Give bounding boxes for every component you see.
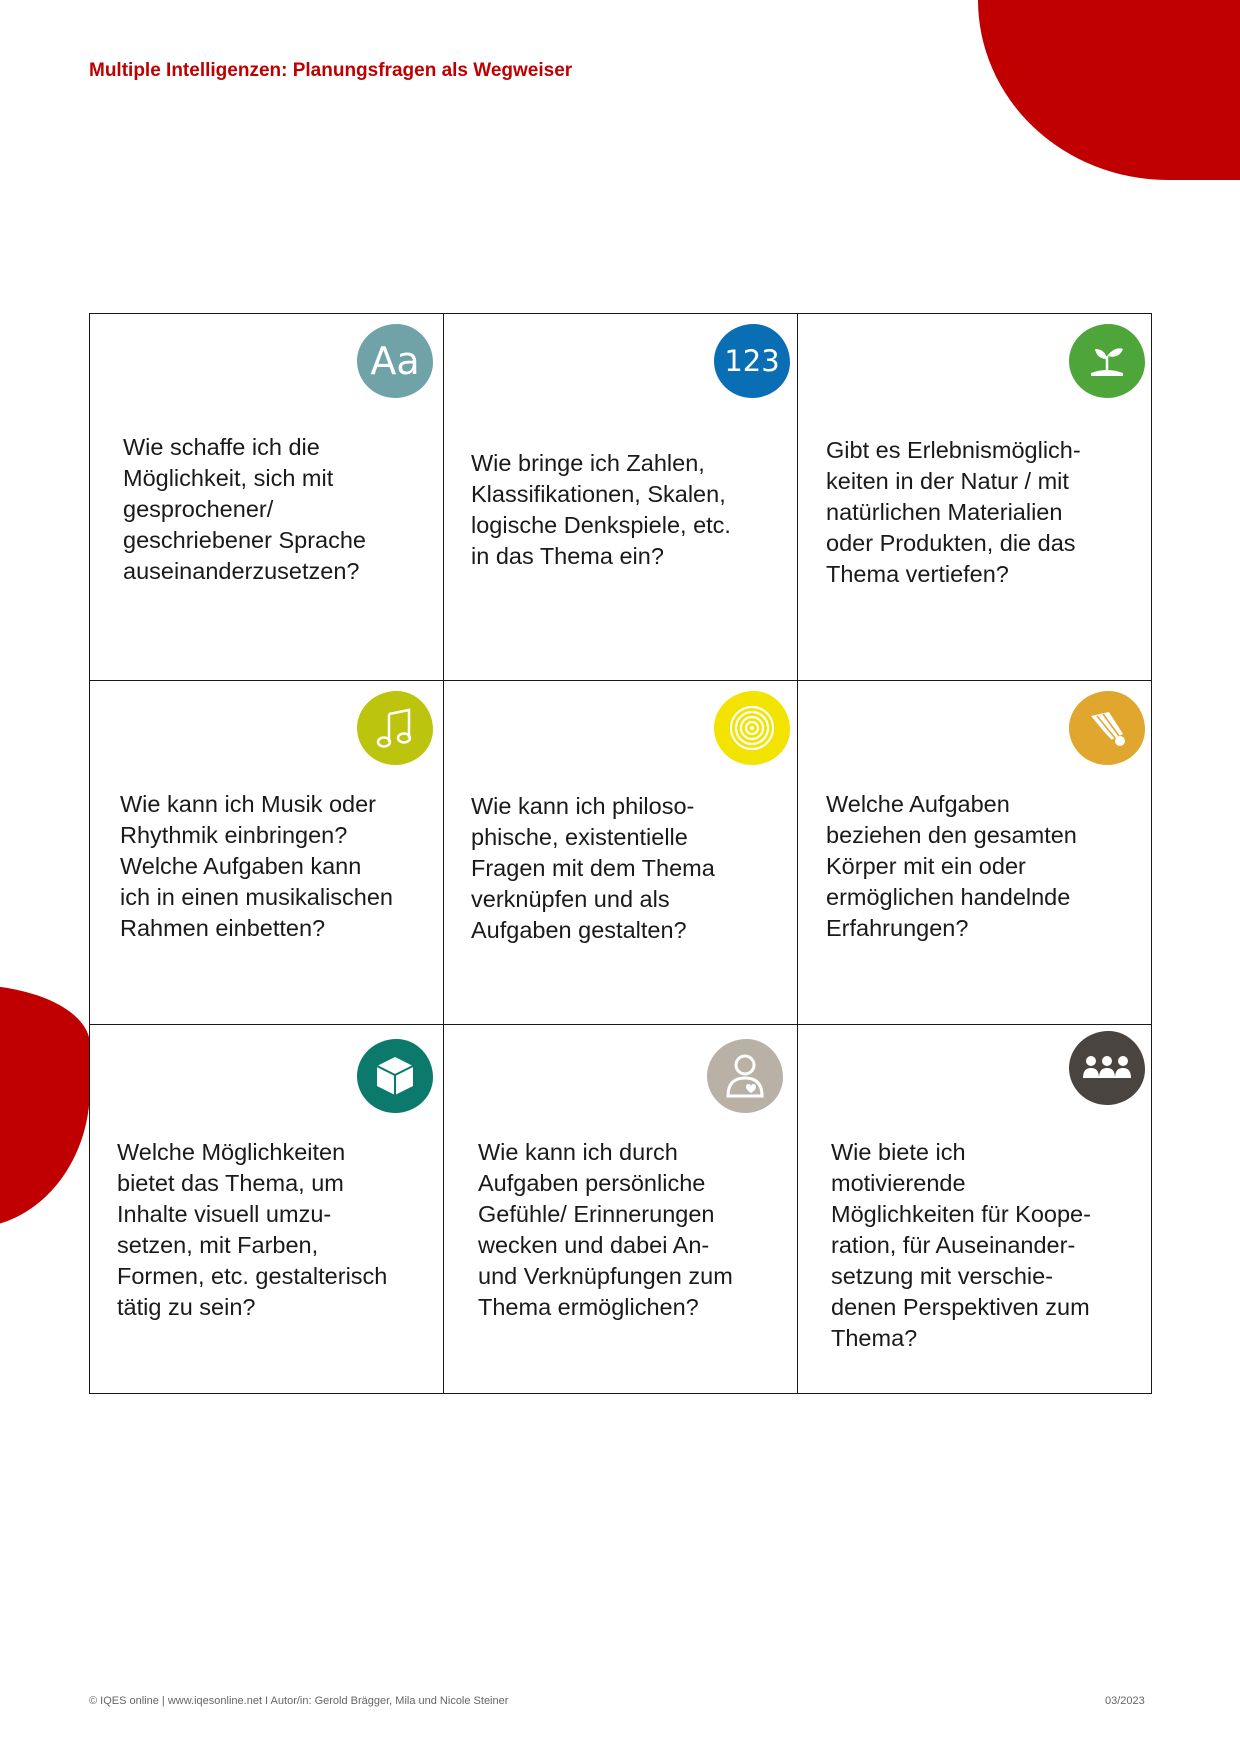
letters-aa-icon: Aa: [357, 324, 433, 398]
question-text: Wie kann ich Musik oder Rhythmik einbringen? Welche Aufgaben kann ich in einen musikalischen Rahmen einbetten?: [120, 791, 394, 941]
concentric-circles-icon: [714, 691, 790, 765]
card-bodily: [798, 681, 1152, 1025]
sprout-icon: [1069, 324, 1145, 398]
card-interpersonal: [798, 1025, 1152, 1394]
shuttlecock-icon: [1069, 691, 1145, 765]
card-intrapersonal: [444, 1025, 798, 1394]
card-logical: [444, 314, 798, 681]
question-text: Wie kann ich philoso- phische, existentielle Fragen mit dem Thema verknüpfen und als Aufgaben gestalten?: [471, 793, 715, 943]
numbers-123-icon: 123: [714, 324, 790, 398]
question-text: Wie biete ich motivierende Möglichkeiten für Koope- ration, für Auseinander- setzung mit verschie- denen Perspektiven zum Thema?: [831, 1139, 1091, 1351]
decorative-red-shape-left: [0, 985, 90, 1228]
card-visual: [90, 1025, 444, 1394]
question-text: Gibt es Erlebnismöglich- keiten in der Natur / mit natürlichen Materialien oder Produkten, die das Thema vertiefen?: [826, 437, 1081, 587]
card-musical: [90, 681, 444, 1025]
card-naturalist: [798, 314, 1152, 681]
card-linguistic: [90, 314, 444, 681]
music-note-icon: [357, 691, 433, 765]
question-text: Wie schaffe ich die Möglichkeit, sich mit gesprochener/ geschriebener Sprache auseinanderzusetzen?: [123, 434, 366, 584]
person-heart-icon: [707, 1039, 783, 1113]
question-text: Welche Möglichkeiten bietet das Thema, um Inhalte visuell umzu- setzen, mit Farben, Formen, etc. gestalterisch tätig zu sein?: [117, 1139, 388, 1320]
card-existential: [444, 681, 798, 1025]
page-title: Multiple Intelligenzen: Planungsfragen als Wegweiser: [89, 60, 573, 81]
question-text: Welche Aufgaben beziehen den gesamten Körper mit ein oder ermöglichen handelnde Erfahrungen?: [826, 791, 1077, 941]
group-icon: [1069, 1031, 1145, 1105]
cube-icon: [357, 1039, 433, 1113]
question-text: Wie bringe ich Zahlen, Klassifikationen, Skalen, logische Denkspiele, etc. in das Thema ein?: [471, 450, 731, 569]
question-text: Wie kann ich durch Aufgaben persönliche Gefühle/ Erinnerungen wecken und dabei An- und Verknüpfungen zum Thema ermöglichen?: [478, 1139, 733, 1320]
footer-date: 03/2023: [1105, 1695, 1145, 1707]
question-grid: [89, 313, 1152, 1394]
footer-copyright: © IQES online | www.iqesonline.net I Autor/in: Gerold Brägger, Mila und Nicole Steiner: [89, 1695, 509, 1707]
decorative-red-shape-top: [978, 0, 1240, 180]
